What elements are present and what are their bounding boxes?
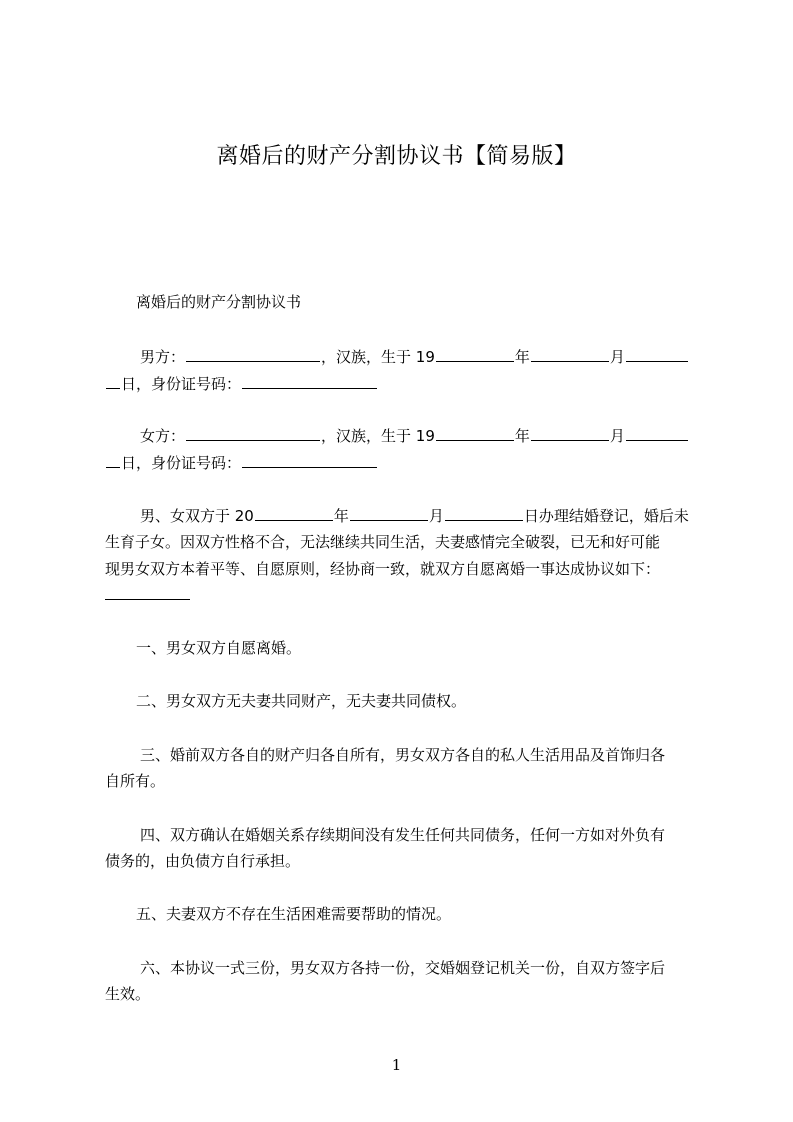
marriage-year-blank <box>255 505 333 521</box>
clause-6-line1: 六、本协议一式三份，男女双方各持一份，交婚姻登记机关一份，自双方签字后 <box>140 959 666 977</box>
female-id-blank <box>242 452 377 468</box>
intro-line1 <box>140 505 689 526</box>
female-birth-month-blank <box>531 425 609 441</box>
intro-line2: 生育子女。因双方性格不合，无法继续共同生活，夫妻感情完全破裂，已无和好可能 <box>105 533 661 551</box>
male-year-text: 年 <box>514 348 530 366</box>
male-birth-month-blank <box>531 346 609 362</box>
intro-year-text: 年 <box>333 507 349 525</box>
clause-2: 二、男女双方无夫妻共同财产，无夫妻共同债权。 <box>136 692 467 710</box>
clause-5: 五、夫妻双方不存在生活困难需要帮助的情况。 <box>136 905 452 923</box>
male-info-line1 <box>140 346 689 367</box>
female-ethnicity-text: ，汉族，生于 19 <box>321 427 435 445</box>
male-name-blank <box>186 346 320 362</box>
intro-line3: 现男女双方本着平等、自愿原则，经协商一致，就双方自愿离婚一事达成协议如下： <box>105 560 661 578</box>
marriage-month-blank <box>350 505 428 521</box>
male-info-line2 <box>105 373 378 394</box>
marriage-day-blank <box>445 505 523 521</box>
clause-3-line2: 自所有。 <box>105 772 166 790</box>
intro-trailing-blank-line <box>105 584 190 605</box>
female-name-blank <box>186 425 320 441</box>
clause-1: 一、男女双方自愿离婚。 <box>136 639 302 657</box>
male-label: 男方： <box>140 348 186 366</box>
female-month-text: 月 <box>609 427 625 445</box>
intro-trailing-blank <box>105 584 190 600</box>
clause-4-line2: 债务的，由负债方自行承担。 <box>105 852 301 870</box>
female-info-line2 <box>105 452 378 473</box>
male-birth-day-blank-start <box>626 346 688 362</box>
clause-4-line1: 四、双方确认在婚姻关系存续期间没有发生任何共同债务，任何一方如对外负有 <box>140 826 666 844</box>
male-birth-day-blank-end <box>106 373 120 389</box>
male-ethnicity-text: ，汉族，生于 19 <box>321 348 435 366</box>
clause-6-line2: 生效。 <box>105 985 151 1003</box>
female-birth-year-blank <box>436 425 514 441</box>
clause-3-line1: 三、婚前双方各自的财产归各自所有，男女双方各自的私人生活用品及首饰归各 <box>140 746 666 764</box>
intro-month-text: 月 <box>428 507 444 525</box>
male-month-text: 月 <box>609 348 625 366</box>
document-title: 离婚后的财产分割协议书【简易版】 <box>216 144 577 169</box>
male-day-text: 日，身份证号码： <box>121 375 242 393</box>
intro-prefix: 男、女双方于 20 <box>140 507 254 525</box>
female-year-text: 年 <box>514 427 530 445</box>
female-label: 女方： <box>140 427 186 445</box>
female-birth-day-blank-end <box>106 452 120 468</box>
male-birth-year-blank <box>436 346 514 362</box>
female-birth-day-blank-start <box>626 425 688 441</box>
page-number: 1 <box>391 1056 402 1074</box>
document-subtitle: 离婚后的财产分割协议书 <box>136 293 302 311</box>
female-info-line1 <box>140 425 689 446</box>
intro-suffix: 日办理结婚登记，婚后未 <box>523 507 689 525</box>
male-id-blank <box>242 373 377 389</box>
female-day-text: 日，身份证号码： <box>121 454 242 472</box>
